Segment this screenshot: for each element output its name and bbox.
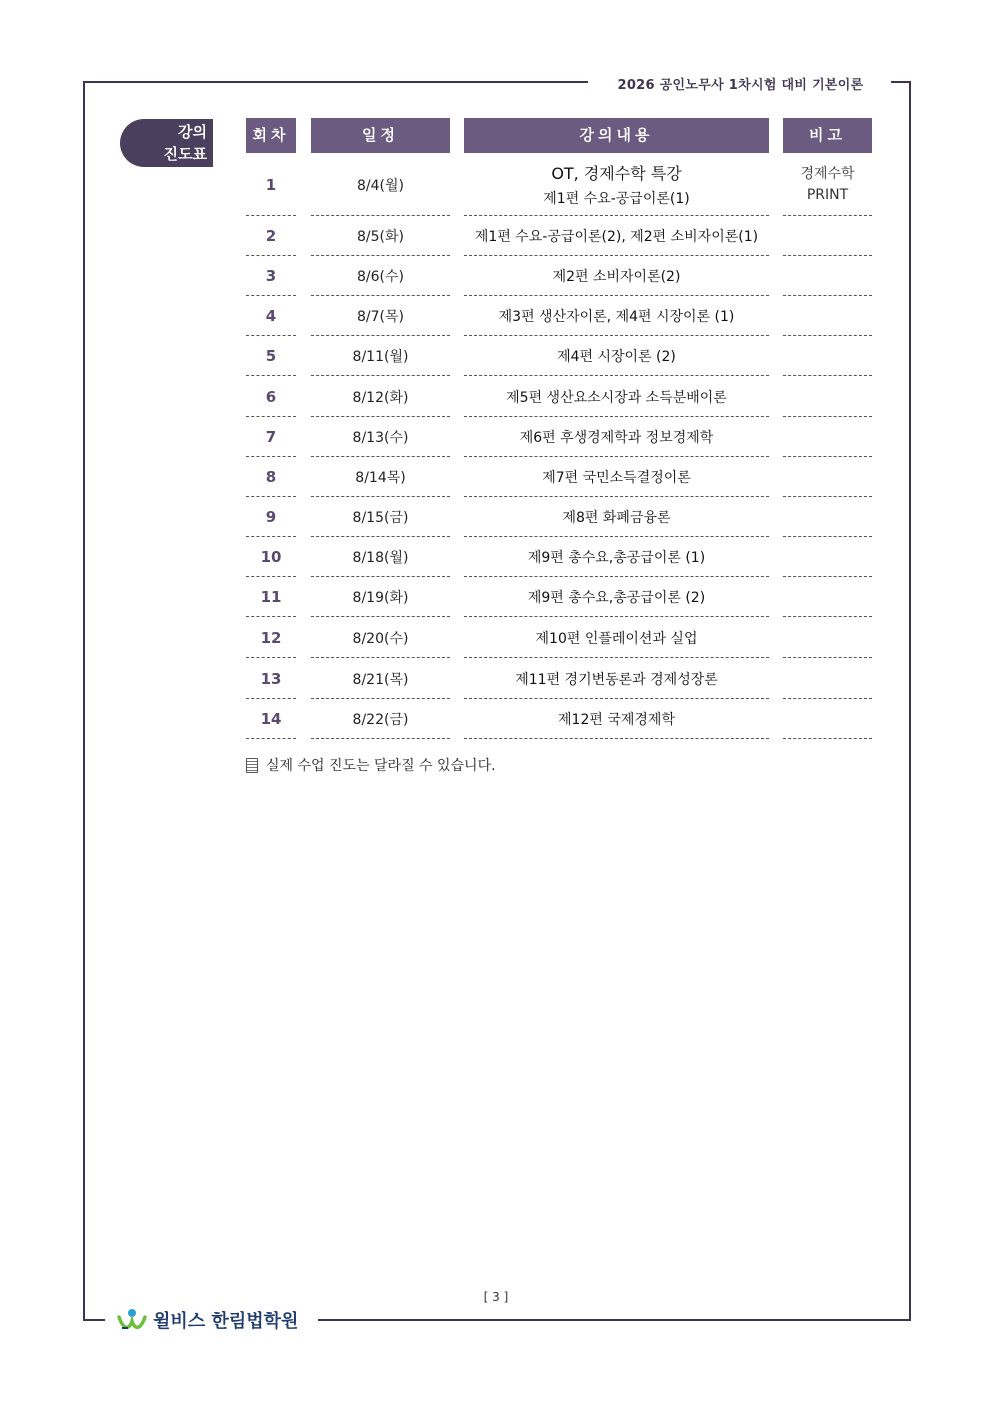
frame-border-bottom-left	[83, 1319, 105, 1321]
row-note	[783, 457, 872, 497]
row-content	[464, 216, 769, 256]
side-tab-label	[127, 121, 207, 165]
column-header-note: 비고	[783, 118, 872, 153]
note-icon	[246, 758, 258, 773]
side-tab-label-text: 강의 진도표	[163, 123, 207, 163]
column-header-round: 회차	[246, 118, 296, 153]
footer-logo	[117, 1307, 298, 1333]
row-date: 8/12(화)	[352, 389, 409, 406]
row-note	[783, 699, 872, 739]
frame-border-right	[909, 81, 911, 1319]
table-row	[246, 617, 872, 658]
row-content	[464, 457, 769, 497]
table-row	[246, 497, 872, 537]
row-date: 8/5(화)	[357, 229, 404, 245]
row-divider	[783, 738, 872, 739]
row-content	[464, 577, 769, 617]
table-row	[246, 457, 872, 497]
row-note	[783, 537, 872, 577]
page-number: [ 3 ]	[483, 1290, 509, 1304]
row-content-text: 제3편 생산자이론, 제4편 시장이론 (1)	[498, 309, 735, 325]
row-content-text: 제11편 경기변동론과 경제성장론	[515, 671, 718, 688]
row-round: 6	[265, 387, 277, 406]
row-content	[464, 153, 769, 216]
table-row	[246, 153, 872, 216]
row-content-text: 제2편 소비자이론(2)	[552, 269, 681, 285]
frame-border-top	[83, 81, 588, 83]
row-content-text: 제9편 총수요,총공급이론 (1)	[527, 550, 706, 566]
willbes-logo-icon	[117, 1307, 147, 1333]
row-divider	[464, 738, 769, 739]
row-note	[783, 417, 872, 457]
row-content-text: 제12편 국제경제학	[558, 712, 675, 728]
frame-border-left	[83, 81, 85, 1319]
row-round: 3	[265, 267, 277, 285]
row-date: 8/14목)	[355, 470, 406, 486]
row-note	[783, 296, 872, 336]
row-content-title: OT, 경제수학 특강	[551, 164, 682, 183]
footnote	[246, 755, 496, 775]
table-row	[246, 336, 872, 376]
row-content	[464, 658, 769, 699]
row-round: 12	[260, 628, 282, 647]
row-content-text: 제8편 화폐금융론	[562, 510, 671, 526]
row-date: 8/20(수)	[352, 630, 409, 647]
table-row	[246, 537, 872, 577]
table-row	[246, 577, 872, 617]
row-content	[464, 497, 769, 537]
row-content-text: 제7편 국민소득결정이론	[542, 470, 691, 486]
row-content	[464, 296, 769, 336]
row-content-text: 제5편 생산요소시장과 소득분배이론	[506, 389, 727, 406]
row-content-text: 제6편 후생경제학과 정보경제학	[519, 430, 714, 446]
row-note-text: 경제수학	[800, 165, 855, 182]
header-title: 2026 공인노무사 1차시험 대비 기본이론	[617, 78, 864, 93]
row-round: 14	[260, 710, 282, 728]
row-round: 4	[265, 307, 277, 325]
row-date: 8/13(수)	[352, 430, 409, 446]
table-row	[246, 417, 872, 457]
row-date: 8/11(월)	[352, 349, 409, 365]
row-note-text: PRINT	[806, 186, 849, 203]
row-round: 5	[265, 347, 277, 365]
row-date: 8/21(목)	[352, 671, 409, 688]
row-note	[783, 216, 872, 256]
row-content	[464, 417, 769, 457]
row-date: 8/6(수)	[357, 269, 404, 285]
table-row	[246, 376, 872, 417]
logo-text: 윌비스 한림법학원	[153, 1311, 299, 1332]
row-content-text: 제1편 수요-공급이론(1)	[543, 191, 690, 207]
row-content	[464, 537, 769, 577]
row-note	[783, 153, 872, 216]
table-row	[246, 699, 872, 739]
row-round: 2	[265, 227, 277, 245]
row-date: 8/7(목)	[357, 309, 404, 325]
row-date: 8/15(금)	[352, 510, 409, 526]
row-content	[464, 699, 769, 739]
row-note	[783, 617, 872, 658]
row-date: 8/19(화)	[352, 590, 409, 606]
row-round: 9	[265, 508, 277, 526]
row-note	[783, 577, 872, 617]
row-content	[464, 256, 769, 296]
row-content-text: 제10편 인플레이션과 실업	[535, 630, 698, 647]
table-row	[246, 216, 872, 256]
row-date: 8/4(월)	[357, 177, 404, 194]
row-content	[464, 617, 769, 658]
side-tab	[120, 119, 213, 167]
column-header-date: 일정	[311, 118, 450, 153]
row-content-text: 제1편 수요-공급이론(2), 제2편 소비자이론(1)	[474, 229, 759, 245]
table-row	[246, 658, 872, 699]
row-note	[783, 336, 872, 376]
row-round: 1	[265, 175, 277, 194]
row-round: 10	[260, 548, 282, 566]
row-note	[783, 376, 872, 417]
row-content-text: 제4편 시장이론 (2)	[557, 349, 676, 365]
table-row	[246, 256, 872, 296]
row-content-text: 제9편 총수요,총공급이론 (2)	[527, 590, 706, 606]
row-divider	[311, 738, 450, 739]
footnote-text: 실제 수업 진도는 달라질 수 있습니다.	[266, 758, 496, 774]
row-content	[464, 336, 769, 376]
column-header-content: 강의내용	[464, 118, 769, 153]
frame-border-top-right	[891, 81, 911, 83]
row-round: 8	[265, 468, 277, 486]
row-note	[783, 256, 872, 296]
row-round: 7	[265, 428, 277, 446]
frame-border-bottom	[318, 1319, 911, 1321]
row-date: 8/22(금)	[352, 712, 409, 728]
table-row	[246, 296, 872, 336]
row-note	[783, 658, 872, 699]
row-content	[464, 376, 769, 417]
row-note	[783, 497, 872, 537]
row-round: 13	[260, 669, 282, 688]
row-date: 8/18(월)	[352, 550, 409, 566]
row-round: 11	[260, 588, 282, 606]
row-divider	[246, 738, 296, 739]
